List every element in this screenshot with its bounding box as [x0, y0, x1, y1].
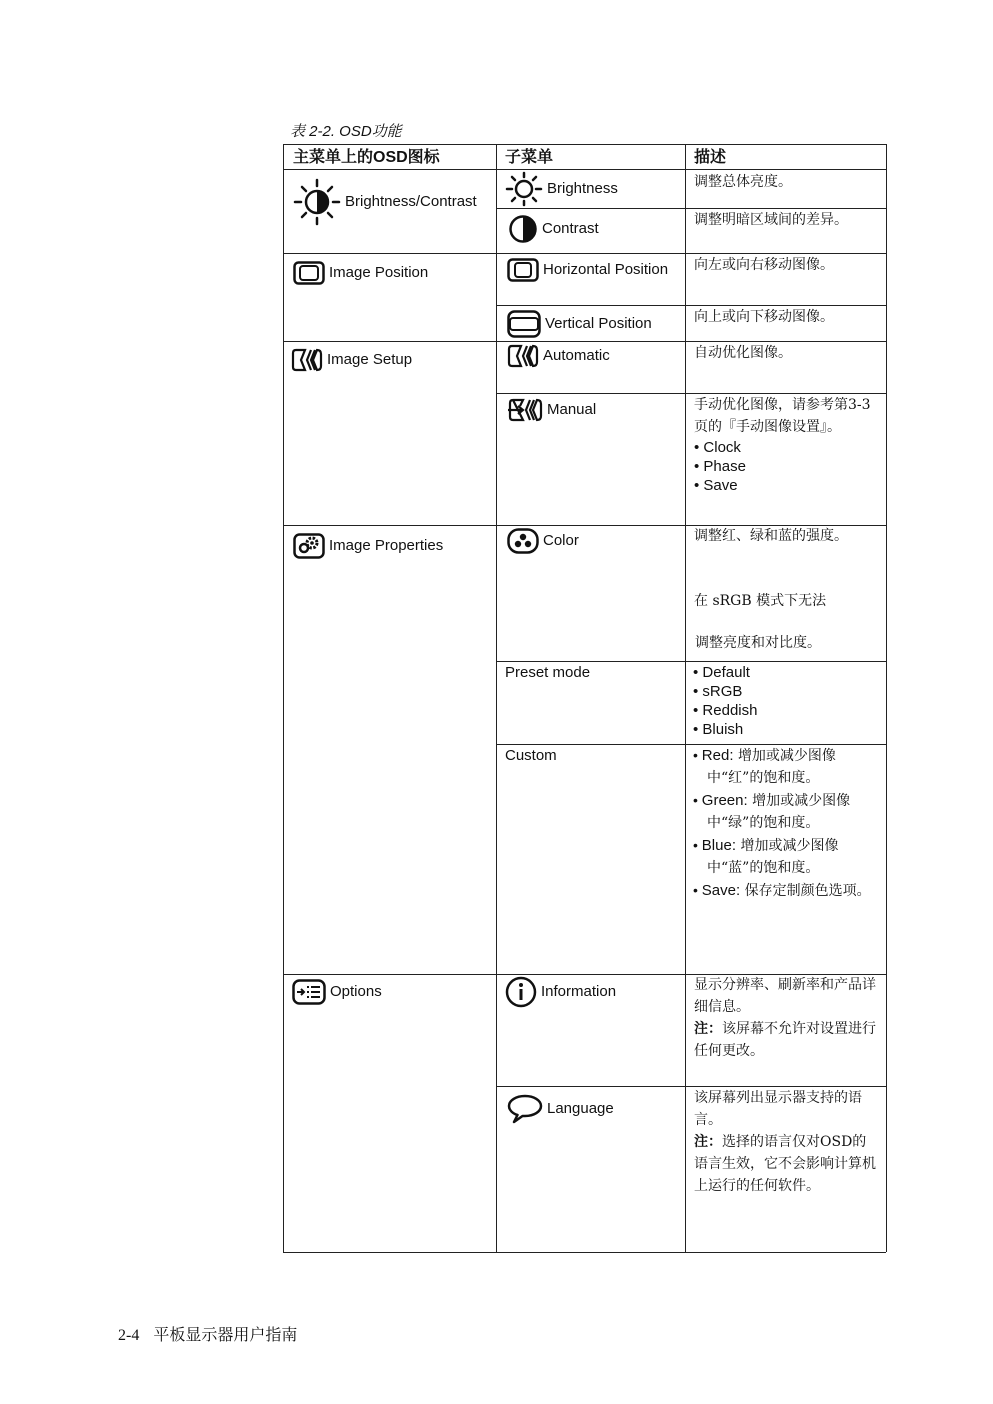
header-submenu: 子菜单	[505, 149, 554, 166]
manual-icon	[507, 398, 543, 422]
main-options	[292, 979, 382, 1005]
sub-contrast	[508, 214, 599, 244]
sub-horizontal-position	[507, 258, 668, 282]
main-image-setup	[291, 348, 412, 372]
sub-label: Language	[547, 1099, 614, 1117]
main-label: Image Position	[329, 263, 429, 281]
sub-manual	[507, 398, 596, 422]
custom-item-label: Red:	[701, 747, 734, 764]
desc-manual	[694, 394, 882, 495]
list-item: • Save	[694, 476, 882, 495]
color-icon	[507, 528, 539, 554]
sub-label: Horizontal Position	[543, 260, 669, 278]
desc-color-line3: 调整亮度和对比度。	[695, 635, 821, 651]
image-setup-icon	[291, 348, 323, 372]
sub-automatic	[507, 344, 610, 368]
list-item	[693, 744, 873, 789]
desc-note	[694, 1018, 880, 1062]
page-footer	[118, 1322, 297, 1345]
main-label: Options	[330, 982, 382, 1000]
desc-text: 该屏幕列出显示器支持的语言。	[694, 1090, 862, 1128]
desc-custom	[693, 744, 873, 902]
custom-item-text: 增加或减少图像中“红”的饱和度。	[707, 748, 836, 786]
desc-text: 显示分辨率、刷新率和产品详细信息。	[694, 977, 876, 1015]
desc-color-line2: 在 sRGB 模式下无法	[694, 593, 827, 609]
sub-color	[507, 528, 579, 554]
custom-item-text: 增加或减少图像中“蓝”的饱和度。	[707, 838, 839, 876]
sub-label: Information	[541, 982, 617, 1000]
sun-icon	[505, 171, 543, 207]
information-icon	[505, 976, 537, 1008]
page-number: 2-4	[118, 1327, 140, 1344]
desc-color-line1: 调整红、绿和蓝的强度。	[694, 528, 848, 544]
main-brightness-contrast	[293, 178, 477, 226]
list-item	[693, 789, 873, 834]
main-label: Brightness/Contrast	[345, 192, 477, 210]
list-item: • sRGB	[693, 682, 757, 701]
language-icon	[507, 1094, 543, 1124]
sub-language	[507, 1094, 614, 1124]
sub-preset-mode: Preset mode	[505, 664, 591, 681]
desc-language	[694, 1087, 880, 1197]
sub-label: Color	[543, 531, 579, 549]
note-text: 该屏幕不允许对设置进行任何更改。	[694, 1021, 876, 1059]
note-label: 注：	[694, 1134, 722, 1150]
sub-custom: Custom	[505, 747, 557, 764]
note-text: 选择的语言仅对OSD的语言生效，它不会影响计算机上运行的任何软件。	[694, 1134, 876, 1194]
custom-items-list	[693, 744, 873, 902]
header-main-icon: 主菜单上的OSD图标	[293, 149, 440, 166]
desc-contrast: 调整明暗区域间的差异。	[694, 212, 848, 228]
list-item	[693, 879, 873, 902]
list-item	[693, 834, 873, 879]
list-item: • Bluish	[693, 720, 757, 739]
custom-item-label: Blue:	[701, 837, 736, 854]
header-description: 描述	[694, 149, 727, 166]
image-properties-icon	[293, 533, 325, 559]
list-item: • Clock	[694, 438, 882, 457]
brightness-contrast-icon	[293, 178, 341, 226]
vertical-position-icon	[507, 310, 541, 338]
sub-label: Vertical Position	[545, 314, 652, 332]
custom-item-label: Green:	[701, 792, 748, 809]
custom-item-text: 保存定制颜色选项。	[744, 883, 871, 899]
desc-preset-mode	[693, 663, 757, 739]
contrast-icon	[508, 214, 538, 244]
main-label: Image Properties	[329, 536, 444, 554]
desc-manual-line2: 页的『手动图像设置』。	[694, 419, 841, 435]
image-position-icon	[293, 261, 325, 285]
desc-vertical-position: 向上或向下移动图像。	[694, 309, 834, 325]
sub-label: Manual	[547, 400, 597, 418]
desc-note	[694, 1131, 880, 1197]
desc-brightness: 调整总体亮度。	[694, 174, 792, 190]
desc-information	[694, 974, 880, 1062]
footer-title: 平板显示器用户指南	[153, 1325, 298, 1344]
sub-label: Contrast	[542, 219, 599, 237]
sub-label: Brightness	[547, 179, 618, 197]
custom-item-text: 增加或减少图像中“绿”的饱和度。	[707, 793, 851, 831]
custom-item-label: Save:	[701, 882, 741, 899]
main-image-properties	[293, 533, 443, 559]
preset-items-list	[693, 663, 757, 739]
sub-brightness	[505, 171, 618, 207]
list-item: • Phase	[694, 457, 882, 476]
osd-table	[283, 144, 886, 1252]
automatic-icon	[507, 344, 539, 368]
sub-vertical-position	[507, 310, 652, 338]
list-item: • Reddish	[693, 701, 757, 720]
options-icon	[292, 979, 326, 1005]
main-label: Image Setup	[327, 350, 413, 368]
horizontal-position-icon	[507, 258, 539, 282]
desc-horizontal-position: 向左或向右移动图像。	[694, 257, 834, 273]
desc-manual-line1: 手动优化图像，请参考第3-3	[694, 397, 871, 413]
manual-items-list	[694, 438, 882, 495]
list-item: • Default	[693, 663, 757, 682]
table-caption: 表 2-2. OSD功能	[290, 123, 402, 140]
note-label: 注：	[694, 1021, 722, 1037]
sub-information	[505, 976, 616, 1008]
main-image-position	[293, 261, 428, 285]
desc-automatic: 自动优化图像。	[694, 345, 792, 361]
sub-label: Automatic	[543, 346, 610, 364]
